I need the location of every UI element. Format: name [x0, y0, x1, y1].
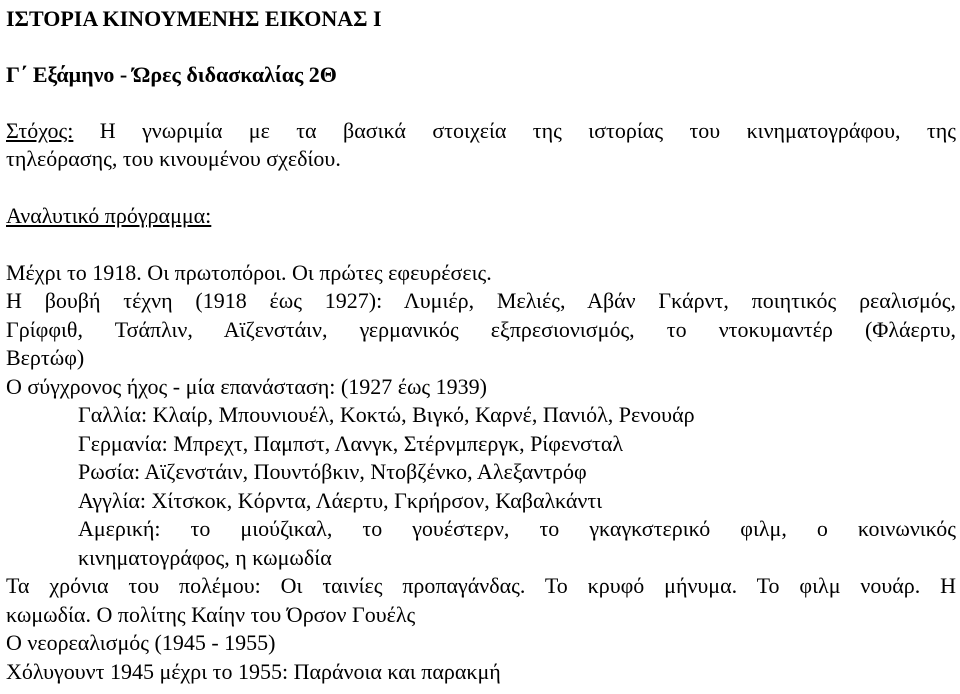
program-line-3: Γρίφφιθ, Τσάπλιν, Αϊζενστάιν, γερμανικός εξπρεσιονισμός, το ντοκυμαντέρ (Φλάερτυ,: [6, 317, 956, 342]
program-line-russia: Ρωσία: Αϊζενστάιν, Πουντόβκιν, Ντοβζένκο, Αλεξαντρόφ: [78, 459, 587, 484]
goal-label: Στόχος:: [6, 118, 74, 143]
program-line-4: Βερτώφ): [6, 345, 85, 370]
program-line-1: Μέχρι το 1918. Οι πρωτοπόροι. Οι πρώτες εφευρέσεις.: [6, 260, 492, 285]
goal-line-1: [6, 118, 956, 144]
program-line-2: Η βουβή τέχνη (1918 έως 1927): Λυμιέρ, Μελιές, Αβάν Γκάρντ, ποιητικός ρεαλισμός,: [6, 288, 956, 313]
program-line-france: Γαλλία: Κλαίρ, Μπουνιουέλ, Κοκτώ, Βιγκό, Καρνέ, Πανιόλ, Ρενουάρ: [78, 402, 695, 427]
program-line-war-years: Τα χρόνια του πολέμου: Οι ταινίες προπαγάνδας. Το κρυφό μήνυμα. Το φιλμ νουάρ. Η: [6, 573, 956, 598]
goal-text-1: Η γνωριμία με τα βασικά στοιχεία της ιστορίας του κινηματογράφου, της: [73, 118, 956, 143]
document-subtitle: Γ΄ Εξάμηνο - Ώρες διδασκαλίας 2Θ: [6, 62, 337, 87]
program-line-america: Αμερική: το μιούζικαλ, το γουέστερν, το γκαγκστερικό φιλμ, ο κοινωνικός: [78, 516, 956, 541]
program-line-england: Αγγλία: Χίτσκοκ, Κόρντα, Λάερτυ, Γκρήρσον, Καβαλκάντι: [78, 488, 603, 513]
program-label: Αναλυτικό πρόγραμμα:: [6, 203, 212, 228]
goal-line-2: τηλεόρασης, του κινουμένου σχεδίου.: [6, 146, 341, 171]
program-line-germany: Γερμανία: Μπρεχτ, Παμπστ, Λανγκ, Στέρνμπεργκ, Ρίφενσταλ: [78, 431, 624, 456]
program-line-5: Ο σύγχρονος ήχος - μία επανάσταση: (1927 έως 1939): [6, 374, 487, 399]
program-line-neorealism: Ο νεορεαλισμός (1945 - 1955): [6, 630, 276, 655]
program-line-america-cont: κινηματογράφος, η κωμωδία: [78, 545, 332, 570]
program-line-war-years-cont: κωμωδία. Ο πολίτης Καίην του Όρσον Γουέλς: [6, 602, 416, 627]
program-line-hollywood: Χόλυγουντ 1945 μέχρι το 1955: Παράνοια και παρακμή: [6, 659, 501, 684]
document-title: ΙΣΤΟΡΙΑ ΚΙΝΟΥΜΕΝΗΣ ΕΙΚΟΝΑΣ Ι: [6, 6, 382, 31]
